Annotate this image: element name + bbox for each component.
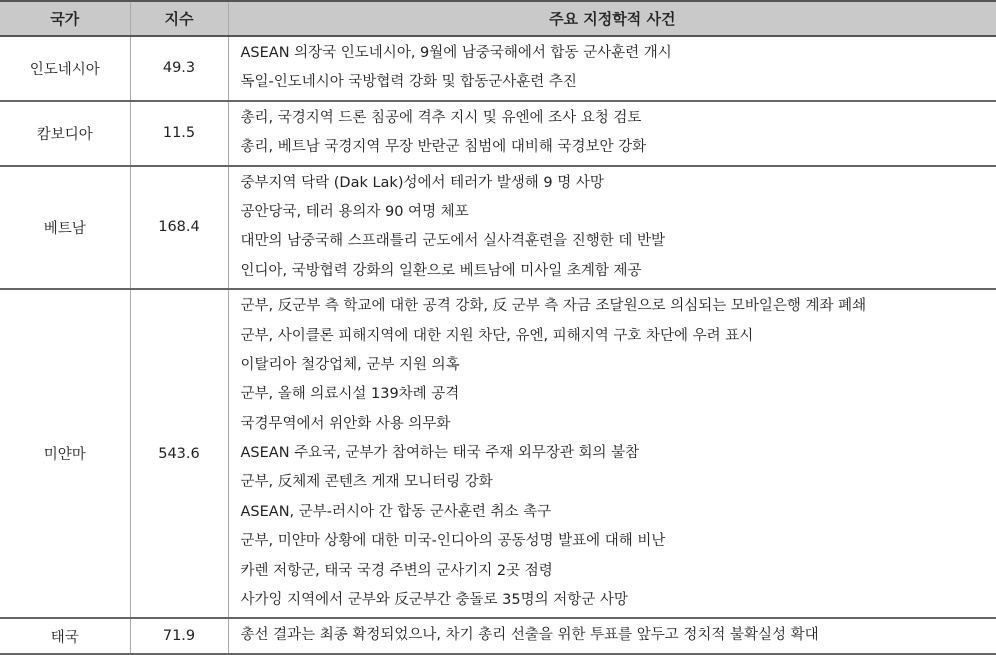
table-row — [0, 166, 996, 290]
country-cell: 베트남 — [0, 166, 130, 290]
event-item: 총선 결과는 최종 확정되었으나, 차기 총리 선출을 위한 투표를 앞두고 정치적 불확실성 확대 — [241, 621, 996, 650]
event-item: 카렌 저항군, 태국 국경 주변의 군사기지 2곳 점령 — [241, 557, 996, 586]
event-item: 공안당국, 테러 용의자 90 여명 체포 — [241, 198, 996, 227]
country-cell: 캄보디아 — [0, 101, 130, 166]
event-item: 총리, 국경지역 드론 침공에 격추 지시 및 유엔에 조사 요청 검토 — [241, 104, 996, 133]
table-header-row — [0, 1, 996, 36]
events-cell — [228, 618, 996, 653]
country-cell: 태국 — [0, 618, 130, 653]
events-cell — [228, 289, 996, 618]
table-row — [0, 36, 996, 101]
event-item: ASEAN, 군부-러시아 간 합동 군사훈련 취소 촉구 — [241, 498, 996, 527]
event-item: 중부지역 닥락 (Dak Lak)성에서 테러가 발생해 9 명 사망 — [241, 169, 996, 198]
header-index: 지수 — [130, 1, 228, 36]
events-cell — [228, 36, 996, 101]
table-row — [0, 289, 996, 618]
index-cell: 543.6 — [130, 289, 228, 618]
event-item: ASEAN 의장국 인도네시아, 9월에 남중국해에서 합동 군사훈련 개시 — [241, 39, 996, 68]
index-cell: 168.4 — [130, 166, 228, 290]
table-row — [0, 618, 996, 653]
event-item: 독일-인도네시아 국방협력 강화 및 합동군사훈련 추진 — [241, 68, 996, 97]
index-cell: 11.5 — [130, 101, 228, 166]
event-item: 군부, 사이클론 피해지역에 대한 지원 차단, 유엔, 피해지역 구호 차단에 우려 표시 — [241, 322, 996, 351]
event-item: 인디아, 국방협력 강화의 일환으로 베트남에 미사일 초계함 제공 — [241, 257, 996, 286]
header-events: 주요 지정학적 사건 — [228, 1, 996, 36]
event-item: 이탈리아 철강업체, 군부 지원 의혹 — [241, 351, 996, 380]
country-cell: 인도네시아 — [0, 36, 130, 101]
event-item: 군부, 反군부 측 학교에 대한 공격 강화, 反 군부 측 자금 조달원으로 의심되는 모바일은행 계좌 폐쇄 — [241, 292, 996, 321]
index-cell: 49.3 — [130, 36, 228, 101]
event-item: ASEAN 주요국, 군부가 참여하는 태국 주재 외무장관 회의 불참 — [241, 439, 996, 468]
events-cell — [228, 166, 996, 290]
event-item: 군부, 미얀마 상황에 대한 미국-인디아의 공동성명 발표에 대해 비난 — [241, 527, 996, 556]
event-item: 군부, 올해 의료시설 139차례 공격 — [241, 380, 996, 409]
table-row — [0, 101, 996, 166]
header-country: 국가 — [0, 1, 130, 36]
event-item: 총리, 베트남 국경지역 무장 반란군 침범에 대비해 국경보안 강화 — [241, 133, 996, 162]
event-item: 사가잉 지역에서 군부와 反군부간 충돌로 35명의 저항군 사망 — [241, 586, 996, 615]
event-item: 대만의 남중국해 스프래틀리 군도에서 실사격훈련을 진행한 데 반발 — [241, 227, 996, 256]
event-item: 국경무역에서 위안화 사용 의무화 — [241, 410, 996, 439]
events-cell — [228, 101, 996, 166]
event-item: 군부, 反체제 콘텐츠 게재 모니터링 강화 — [241, 468, 996, 497]
index-cell: 71.9 — [130, 618, 228, 653]
country-cell: 미얀마 — [0, 289, 130, 618]
